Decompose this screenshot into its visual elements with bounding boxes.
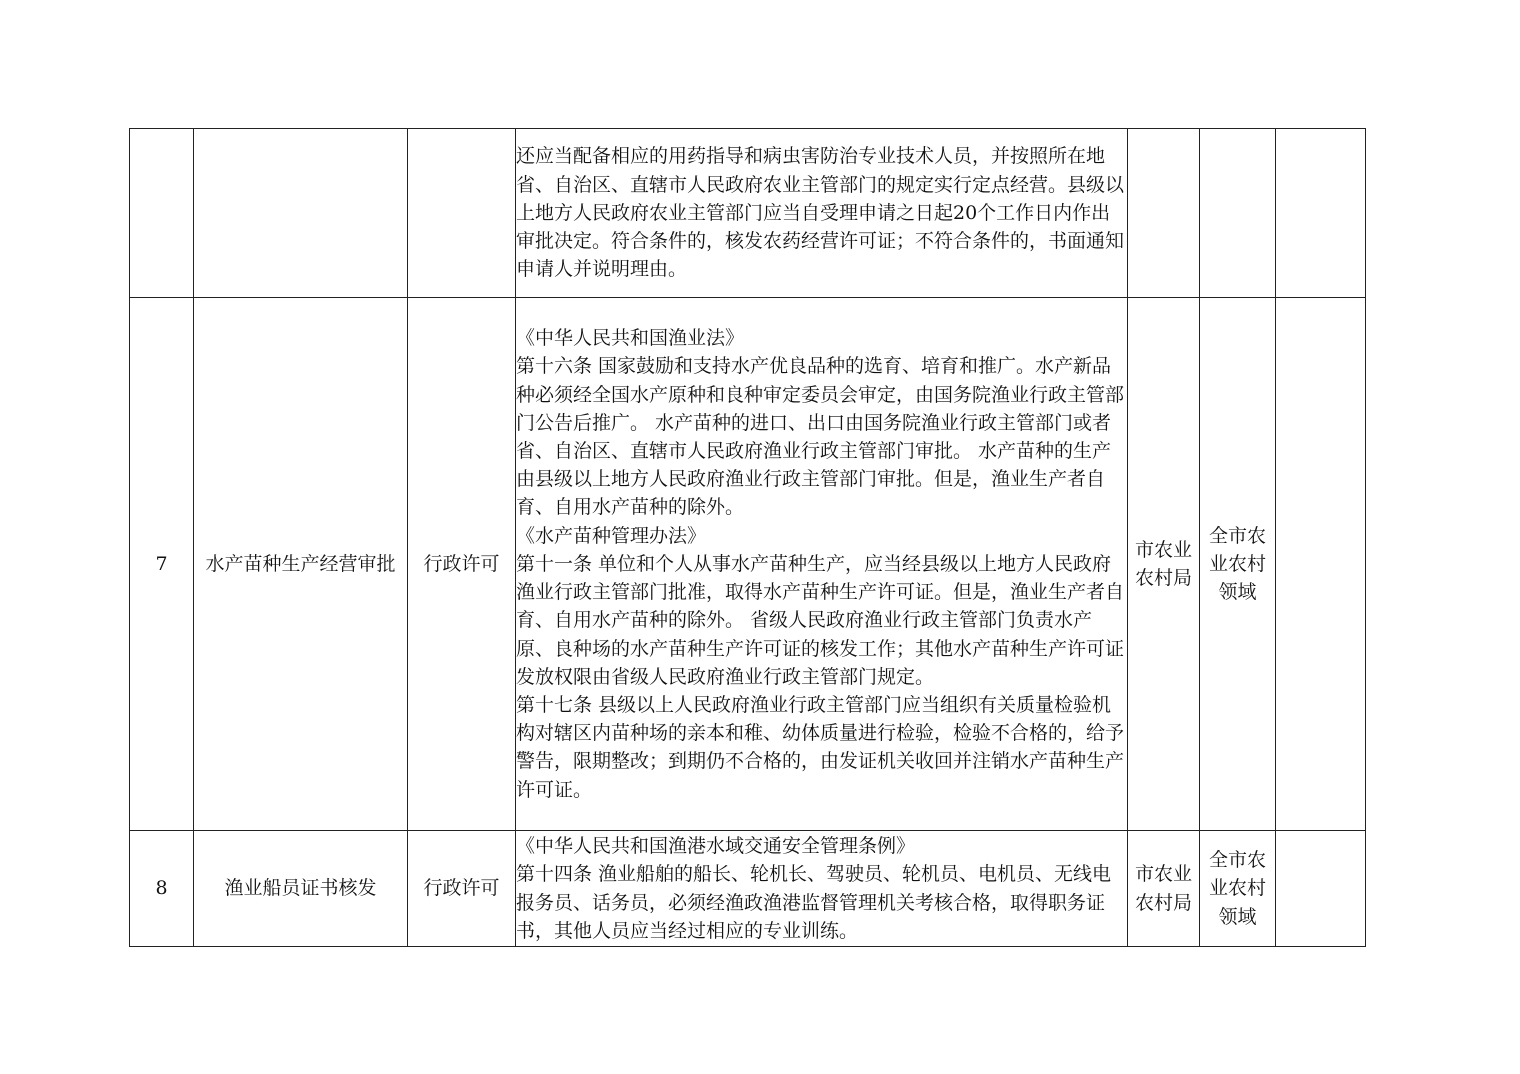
law-title: 《中华人民共和国渔业法》 xyxy=(516,327,745,350)
law-title: 《水产苗种管理办法》 xyxy=(516,524,707,547)
applicable-field: 全市农业农村领域 xyxy=(1200,298,1276,831)
item-name: 水产苗种生产经营审批 xyxy=(194,298,408,831)
legal-basis xyxy=(516,129,1128,298)
item-type: 行政许可 xyxy=(408,298,516,831)
item-number: 8 xyxy=(130,831,194,947)
law-article: 第十六条 国家鼓励和支持水产优良品种的选育、培育和推广。水产新品种必须经全国水产原种和良种审定委员会审定，由国务院渔业行政主管部门公告后推广。 水产苗种的进口、出口由国务院渔业行政主管部门或者省、自治区、直辖市人民政府渔业行政主管部门审批。 水产苗种的生产由县级以上地方人民政府渔业行政主管部门审批。但是，渔业生产者自育、自用水产苗种的除外。 xyxy=(516,355,1125,519)
item-name xyxy=(194,129,408,298)
responsible-department: 市农业农村局 xyxy=(1128,831,1200,947)
legal-basis xyxy=(516,298,1128,831)
item-name: 渔业船员证书核发 xyxy=(194,831,408,947)
applicable-field: 全市农业农村领域 xyxy=(1200,831,1276,947)
item-number xyxy=(130,129,194,298)
law-article: 第十一条 单位和个人从事水产苗种生产，应当经县级以上地方人民政府渔业行政主管部门批准，取得水产苗种生产许可证。但是，渔业生产者自育、自用水产苗种的除外。 省级人民政府渔业行政主管部门负责水产原、良种场的水产苗种生产许可证的核发工作；其他水产苗种生产许可证发放权限由省级人民政府渔业行政主管部门规定。 xyxy=(516,552,1125,688)
table-row xyxy=(130,129,1366,298)
permit-table xyxy=(129,128,1366,947)
item-number: 7 xyxy=(130,298,194,831)
remarks xyxy=(1276,298,1366,831)
responsible-department: 市农业农村局 xyxy=(1128,298,1200,831)
table-row xyxy=(130,831,1366,947)
remarks xyxy=(1276,831,1366,947)
responsible-department xyxy=(1128,129,1200,298)
law-title: 《中华人民共和国渔港水域交通安全管理条例》 xyxy=(516,835,916,858)
item-type: 行政许可 xyxy=(408,831,516,947)
legal-basis xyxy=(516,831,1128,947)
legal-basis-paragraph: 还应当配备相应的用药指导和病虫害防治专业技术人员，并按照所在地省、自治区、直辖市人民政府农业主管部门的规定实行定点经营。县级以上地方人民政府农业主管部门应当自受理申请之日起20个工作日内作出审批决定。符合条件的，核发农药经营许可证；不符合条件的，书面通知申请人并说明理由。 xyxy=(516,145,1125,281)
remarks xyxy=(1276,129,1366,298)
table-row xyxy=(130,298,1366,831)
item-type xyxy=(408,129,516,298)
law-article: 第十四条 渔业船舶的船长、轮机长、驾驶员、轮机员、电机员、无线电报务员、话务员，必须经渔政渔港监督管理机关考核合格，取得职务证书，其他人员应当经过相应的专业训练。 xyxy=(516,863,1112,942)
law-article: 第十七条 县级以上人民政府渔业行政主管部门应当组织有关质量检验机构对辖区内苗种场的亲本和稚、幼体质量进行检验，检验不合格的，给予警告，限期整改；到期仍不合格的，由发证机关收回并注销水产苗种生产许可证。 xyxy=(516,693,1125,801)
applicable-field xyxy=(1200,129,1276,298)
